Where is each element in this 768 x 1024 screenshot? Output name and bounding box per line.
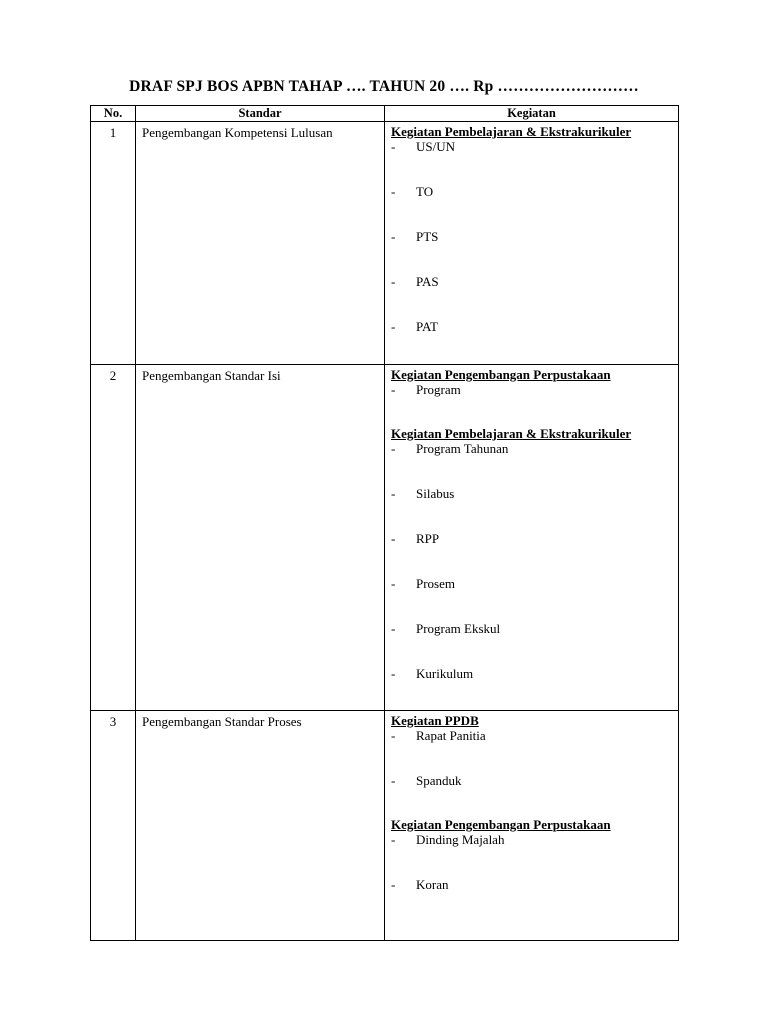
item-label: Rapat Panitia: [416, 728, 486, 743]
spj-table: [90, 105, 679, 941]
list-item: [391, 319, 678, 334]
list-item: [391, 576, 678, 591]
kegiatan-group: [391, 124, 678, 334]
list-item: [391, 441, 678, 456]
bullet-dash: -: [391, 319, 396, 334]
list-item: [391, 666, 678, 681]
list-item: [391, 486, 678, 501]
header-standar: Standar: [136, 106, 385, 122]
row-kegiatan: [385, 711, 679, 941]
item-label: TO: [416, 184, 434, 199]
bullet-dash: -: [391, 666, 396, 681]
list-item: [391, 139, 678, 154]
bullet-dash: -: [391, 773, 396, 788]
header-no: No.: [91, 106, 136, 122]
bullet-dash: -: [391, 621, 396, 636]
item-label: US/UN: [416, 139, 456, 154]
bullet-dash: -: [391, 728, 396, 743]
list-item: [391, 274, 678, 289]
item-label: Kurikulum: [416, 666, 474, 681]
item-label: Koran: [416, 877, 449, 892]
row-standar: Pengembangan Standar Proses: [136, 711, 385, 941]
list-item: [391, 382, 678, 397]
row-kegiatan: [385, 365, 679, 711]
item-label: PAT: [416, 319, 438, 334]
bullet-dash: -: [391, 531, 396, 546]
item-label: Dinding Majalah: [416, 832, 505, 847]
kegiatan-group-title: Kegiatan Pembelajaran & Ekstrakurikuler: [391, 124, 632, 139]
list-item: [391, 531, 678, 546]
kegiatan-group-title: Kegiatan Pembelajaran & Ekstrakurikuler: [391, 426, 632, 441]
bullet-dash: -: [391, 274, 396, 289]
kegiatan-group-title: Kegiatan Pengembangan Perpustakaan: [391, 367, 611, 382]
item-label: Program: [416, 382, 461, 397]
kegiatan-group: [391, 426, 678, 681]
row-standar: Pengembangan Standar Isi: [136, 365, 385, 711]
item-label: Spanduk: [416, 773, 462, 788]
list-item: [391, 877, 678, 892]
item-label: RPP: [416, 531, 440, 546]
row-number: 1: [91, 122, 136, 365]
bullet-dash: -: [391, 576, 396, 591]
kegiatan-group: [391, 367, 678, 397]
item-label: PAS: [416, 274, 439, 289]
bullet-dash: -: [391, 832, 396, 847]
table-header-row: [91, 106, 679, 122]
item-label: PTS: [416, 229, 439, 244]
row-number: 2: [91, 365, 136, 711]
bullet-dash: -: [391, 486, 396, 501]
list-item: [391, 621, 678, 636]
item-label: Prosem: [416, 576, 455, 591]
row-kegiatan: [385, 122, 679, 365]
table-row: [91, 365, 679, 711]
bullet-dash: -: [391, 877, 396, 892]
row-number: 3: [91, 711, 136, 941]
table-row: [91, 711, 679, 941]
table-row: [91, 122, 679, 365]
kegiatan-group-title: Kegiatan PPDB: [391, 713, 479, 728]
item-label: Silabus: [416, 486, 455, 501]
list-item: [391, 728, 678, 743]
list-item: [391, 229, 678, 244]
header-kegiatan: Kegiatan: [385, 106, 679, 122]
kegiatan-group: [391, 817, 678, 892]
bullet-dash: -: [391, 184, 396, 199]
kegiatan-group-title: Kegiatan Pengembangan Perpustakaan: [391, 817, 611, 832]
item-label: Program Ekskul: [416, 621, 501, 636]
list-item: [391, 832, 678, 847]
bullet-dash: -: [391, 441, 396, 456]
list-item: [391, 184, 678, 199]
kegiatan-group: [391, 713, 678, 788]
item-label: Program Tahunan: [416, 441, 509, 456]
bullet-dash: -: [391, 139, 396, 154]
row-standar: Pengembangan Kompetensi Lulusan: [136, 122, 385, 365]
document-title: DRAF SPJ BOS APBN TAHAP …. TAHUN 20 …. Rp ………………………: [129, 78, 639, 95]
bullet-dash: -: [391, 229, 396, 244]
bullet-dash: -: [391, 382, 396, 397]
list-item: [391, 773, 678, 788]
